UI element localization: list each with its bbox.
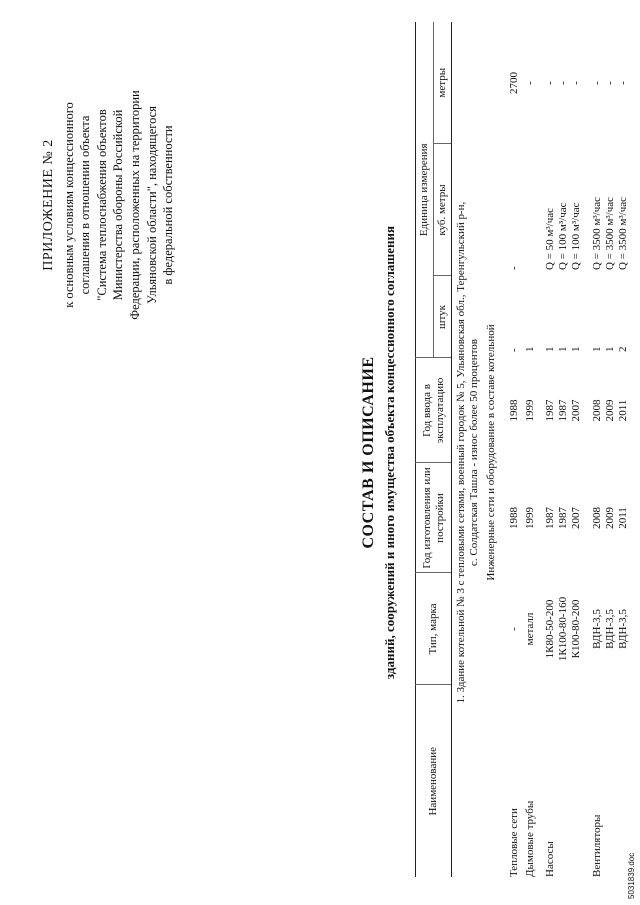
cell-year-commissioned: 1999 — [524, 399, 536, 422]
column-header-name: Наименование — [416, 685, 452, 877]
cell-year-made: 1999 — [524, 507, 536, 529]
cell-name: Вентиляторы — [591, 814, 603, 877]
cell-cubic: Q = 50 м³/час — [544, 207, 556, 270]
column-header-type: Тип, марка — [416, 573, 452, 685]
column-header-year-made: Год изготовления или постройки — [416, 463, 452, 573]
appendix-line: соглашения в отношении объекта — [78, 115, 93, 295]
cell-pieces: 2 — [617, 346, 629, 352]
cell-type: 1К80-50-200 — [544, 599, 556, 659]
cell-cubic: - — [508, 266, 520, 270]
document-subtitle: зданий, сооружений и иного имущества объекта концессионного соглашения — [382, 225, 397, 680]
cell-year-made: 2009 — [604, 507, 616, 529]
cell-meters: - — [570, 81, 582, 85]
cell-pieces: 1 — [570, 346, 582, 352]
file-name-footer: 5031839.doc — [627, 852, 636, 899]
cell-pieces: 1 — [557, 346, 569, 352]
cell-type: ВДН-3,5 — [604, 609, 616, 649]
appendix-block — [40, 35, 177, 375]
cell-meters: 2700 — [508, 72, 520, 94]
inventory-table-header — [415, 22, 452, 877]
cell-year-commissioned: 2011 — [617, 399, 629, 422]
cell-pieces: 1 — [604, 346, 616, 352]
appendix-line: Министерства обороны Российской — [111, 109, 126, 301]
appendix-line: "Система теплоснабжения объектов — [94, 109, 109, 301]
column-header-pieces: штук — [434, 276, 452, 358]
cell-year-commissioned: 2007 — [570, 399, 582, 422]
cell-year-commissioned: 2009 — [604, 399, 616, 422]
cell-cubic: Q = 3500 м³/час — [604, 196, 616, 270]
cell-year-commissioned: 2008 — [591, 399, 603, 422]
column-group-units: Единица измерения — [416, 22, 434, 358]
cell-cubic: Q = 100 м³/час — [570, 202, 582, 270]
cell-pieces: 1 — [544, 346, 556, 352]
cell-type: - — [508, 627, 520, 631]
cell-type: ВДН-3,5 — [617, 609, 629, 649]
cell-name: Насосы — [544, 841, 556, 877]
cell-type: К100-80-200 — [570, 599, 582, 659]
appendix-heading: ПРИЛОЖЕНИЕ № 2 — [41, 139, 56, 271]
cell-meters: - — [524, 81, 536, 85]
cell-pieces: 1 — [524, 346, 536, 352]
cell-cubic: Q = 3500 м³/час — [617, 196, 629, 270]
cell-type: ВДН-3,5 — [591, 609, 603, 649]
appendix-line: Федерации, расположенных на территории — [128, 90, 143, 320]
column-header-year-commissioned: Год ввода в эксплуатацию — [416, 358, 452, 463]
section-caption: Инженерные сети и оборудование в составе котельной — [485, 324, 497, 581]
document-title: СОСТАВ И ОПИСАНИЕ — [360, 356, 377, 549]
cell-year-made: 1987 — [557, 507, 569, 529]
cell-name: Тепловые сети — [508, 808, 520, 877]
column-header-cubic-meters: куб. метры — [434, 144, 452, 276]
object-caption: с. Солдатская Ташла - износ более 50 процентов — [468, 339, 480, 566]
cell-year-commissioned: 1987 — [557, 399, 569, 422]
cell-cubic: Q = 3500 м³/час — [591, 196, 603, 270]
cell-year-made: 2007 — [570, 507, 582, 529]
appendix-line: в федеральной собственности — [161, 125, 176, 285]
cell-meters: - — [557, 81, 569, 85]
cell-year-commissioned: 1987 — [544, 399, 556, 422]
cell-pieces: - — [508, 348, 520, 352]
appendix-line: к основным условиям концессионного — [61, 102, 76, 308]
cell-year-made: 2008 — [591, 507, 603, 529]
cell-year-made: 1987 — [544, 507, 556, 529]
column-header-meters: метры — [434, 22, 452, 144]
cell-cubic: Q = 100 м³/час — [557, 202, 569, 270]
cell-meters: - — [591, 81, 603, 85]
cell-pieces: 1 — [591, 346, 603, 352]
cell-year-made: 2011 — [617, 507, 629, 529]
object-caption: 1. Здание котельной № 3 с тепловыми сетями, военный городок № 5, Ульяновская обл., Теренгульский р-н, — [455, 201, 467, 704]
cell-meters: - — [544, 81, 556, 85]
cell-meters: - — [604, 81, 616, 85]
cell-year-made: 1988 — [508, 507, 520, 529]
cell-type: металл — [524, 612, 536, 646]
cell-type: 1К100-80-160 — [557, 596, 569, 662]
appendix-line: Ульяновской области", находящегося — [144, 106, 159, 304]
cell-year-commissioned: 1988 — [508, 399, 520, 422]
cell-meters: - — [617, 81, 629, 85]
cell-name: Дымовые трубы — [524, 800, 536, 877]
